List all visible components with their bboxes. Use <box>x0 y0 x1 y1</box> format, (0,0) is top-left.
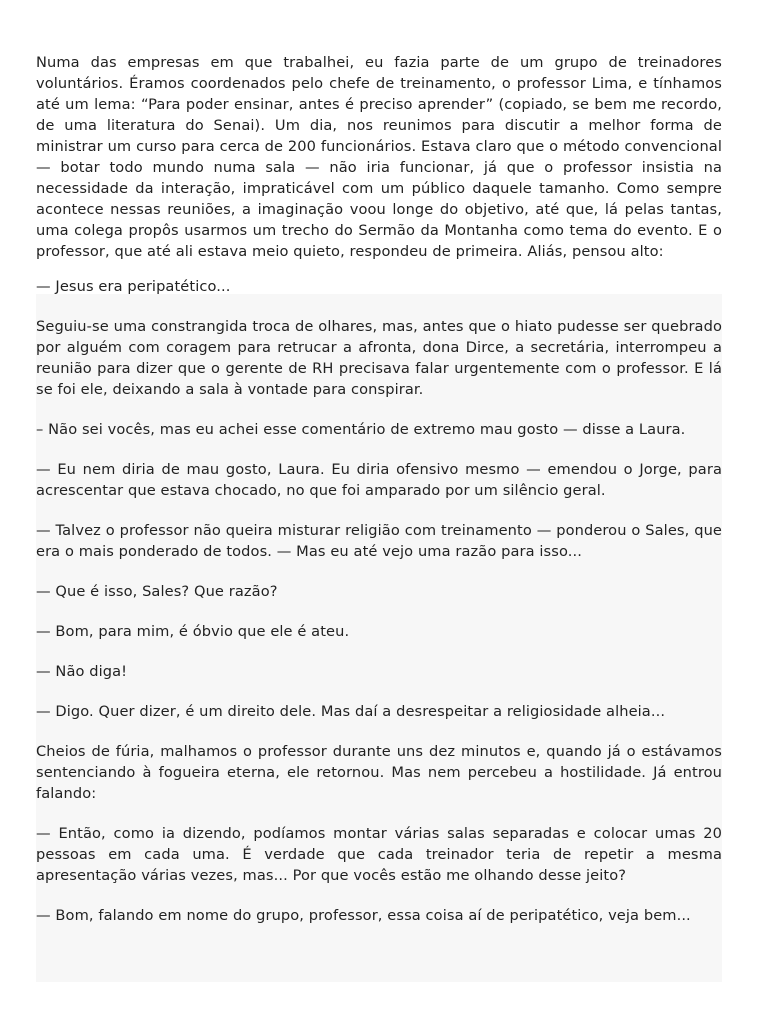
paragraph-dialogue-2: – Não sei vocês, mas eu achei esse comentário de extremo mau gosto — disse a Laura. <box>36 421 686 438</box>
paragraph-narration-1: Seguiu-se uma constrangida troca de olhares, mas, antes que o hiato pudesse ser quebrado por alguém com coragem para retrucar a afronta, dona Dirce, a secretária, interrompeu a reunião para dizer que o gerente de RH precisava falar urgentemente com o professor. E lá se foi ele, deixando a sala à vontade para conspirar. <box>36 318 722 398</box>
paragraph-dialogue-1: — Jesus era peripatético... <box>36 278 231 295</box>
paragraph-dialogue-3: — Eu nem diria de mau gosto, Laura. Eu diria ofensivo mesmo — emendou o Jorge, para acrescentar que estava chocado, no que foi amparado por um silêncio geral. <box>36 461 722 499</box>
paragraph-dialogue-7: — Não diga! <box>36 663 128 680</box>
paragraph-dialogue-9: — Então, como ia dizendo, podíamos montar várias salas separadas e colocar umas 20 pessoas em cada uma. É verdade que cada treinador teria de repetir a mesma apresentação várias vezes, mas... Por que vocês estão me olhando desse jeito? <box>36 825 722 884</box>
paragraph-dialogue-4: — Talvez o professor não queira misturar religião com treinamento — ponderou o Sales, que era o mais ponderado de todos. — Mas eu até vejo uma razão para isso... <box>36 522 722 560</box>
paragraph-narration-2: Cheios de fúria, malhamos o professor durante uns dez minutos e, quando já o estávamos sentenciando à fogueira eterna, ele retornou. Mas nem percebeu a hostilidade. Já entrou falando: <box>36 743 722 802</box>
paragraph-dialogue-5: — Que é isso, Sales? Que razão? <box>36 583 278 600</box>
document-body <box>36 52 722 926</box>
paragraph-dialogue-6: — Bom, para mim, é óbvio que ele é ateu. <box>36 623 350 640</box>
paragraph-dialogue-10: — Bom, falando em nome do grupo, professor, essa coisa aí de peripatético, veja bem... <box>36 907 691 924</box>
paragraph-intro: Numa das empresas em que trabalhei, eu fazia parte de um grupo de treinadores voluntários. Éramos coordenados pelo chefe de treinamento, o professor Lima, e tínhamos até um lema: “Para poder ensinar, antes é preciso aprender” (copiado, se bem me recordo, de uma literatura do Senai). Um dia, nos reunimos para discutir a melhor forma de ministrar um curso para cerca de 200 funcionários. Estava claro que o método convencional — botar todo mundo numa sala — não iria funcionar, já que o professor insistia na necessidade da interação, impraticável com um público daquele tamanho. Como sempre acontece nessas reuniões, a imaginação voou longe do objetivo, até que, lá pelas tantas, uma colega propôs usarmos um trecho do Sermão da Montanha como tema do evento. E o professor, que até ali estava meio quieto, respondeu de primeira. Aliás, pensou alto: <box>36 54 722 260</box>
paragraph-dialogue-8: — Digo. Quer dizer, é um direito dele. Mas daí a desrespeitar a religiosidade alheia... <box>36 703 666 720</box>
